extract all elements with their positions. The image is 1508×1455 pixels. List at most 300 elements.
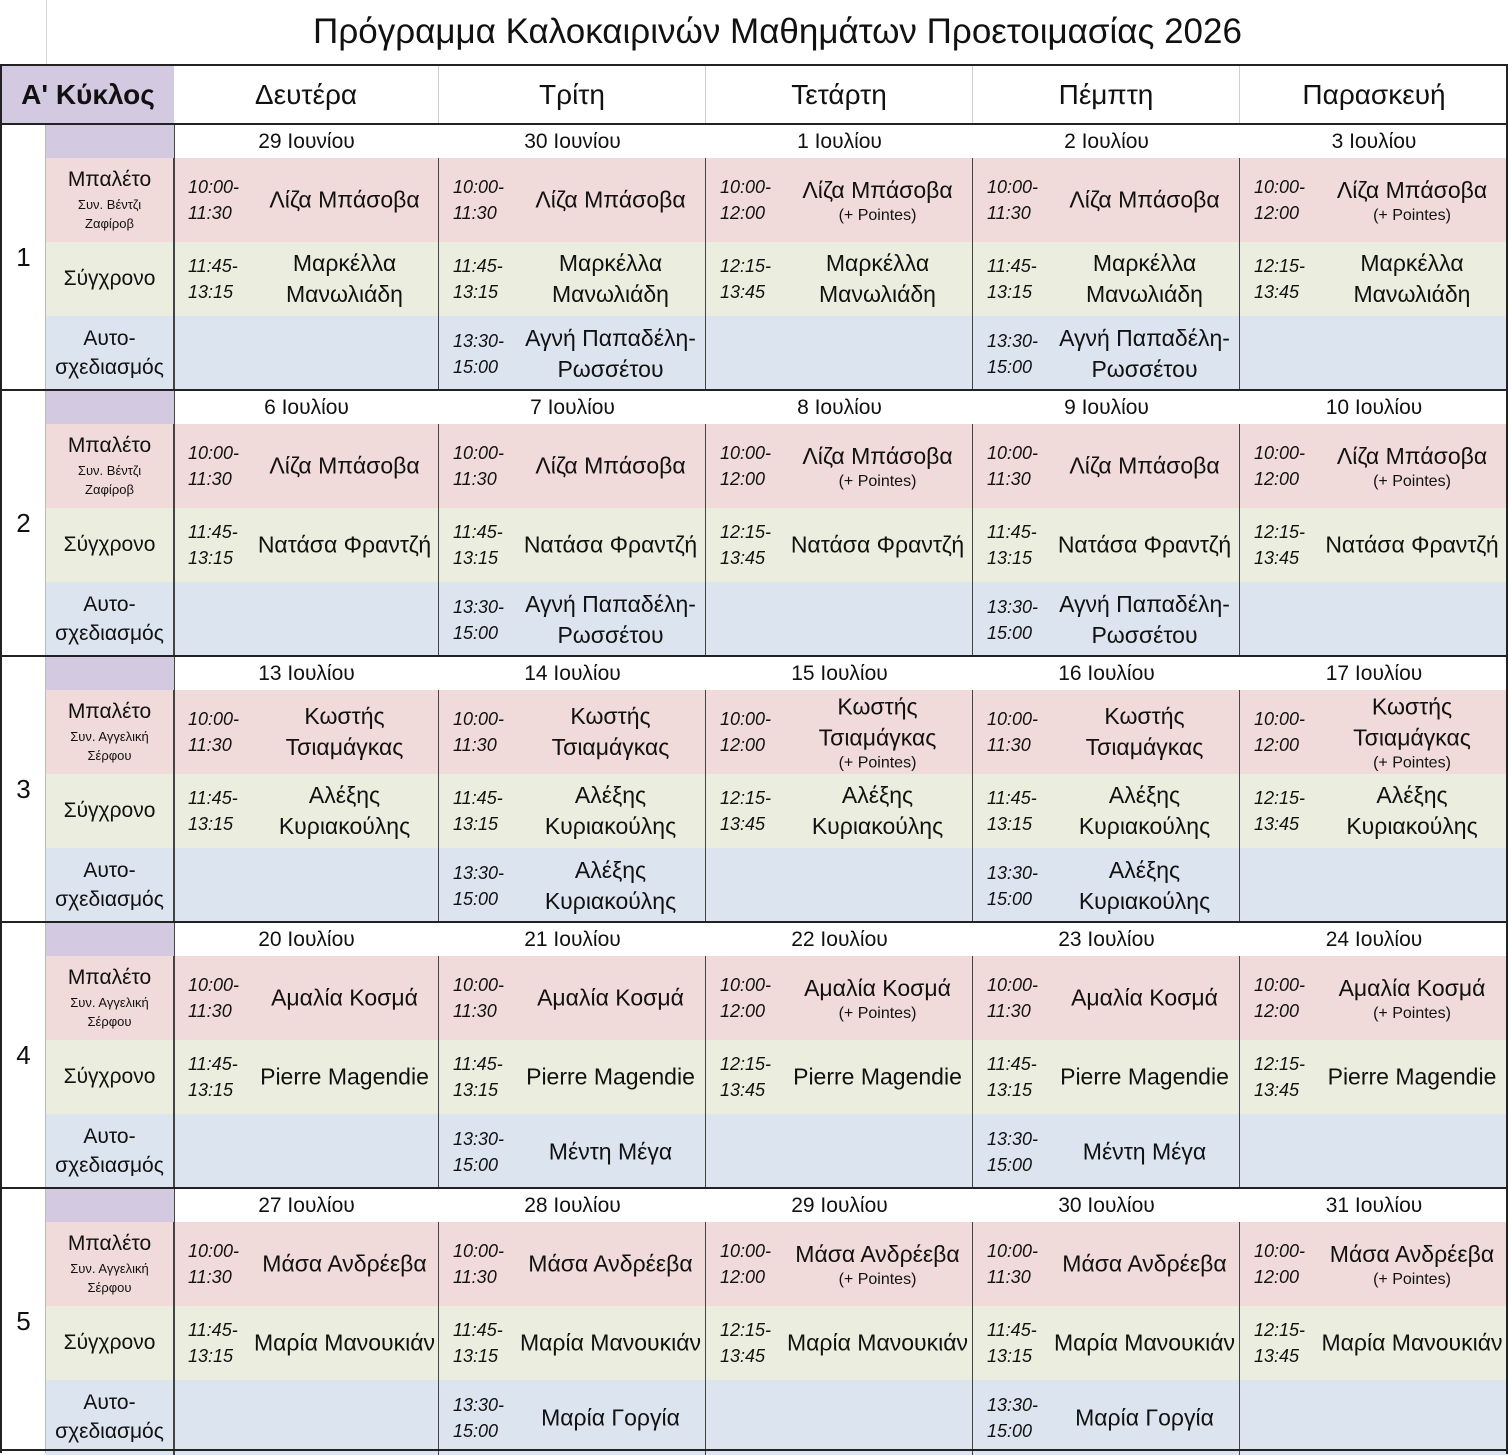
teacher-name: Μαρκέλλα Μανωλιάδη [819,249,936,307]
class-cell [174,242,439,316]
class-teacher [517,780,704,842]
teacher-name: Κωστής Τσιαμάγκας [285,702,404,760]
class-time: 11:45- 13:15 [188,787,238,834]
class-cell [439,1222,706,1306]
teacher-name: Λίζα Μπάσοβα [269,452,420,479]
class-teacher [784,175,971,225]
improv-label [46,848,174,923]
class-time: 12:15- 13:45 [720,255,772,302]
class-teacher [784,1061,971,1092]
improv-title-1: Αυτο- [83,1391,136,1415]
modern-title: Σύγχρονο [63,1064,156,1088]
teacher-name: Μαρκέλλα Μανωλιάδη [1086,249,1203,307]
column-divider [438,690,439,923]
date-label: 17 Ιουλίου [1325,661,1423,685]
week-block-3 [0,655,1508,921]
class-cell [706,508,973,582]
cycle-header: Α' Κύκλος [0,66,174,123]
modern-row [46,508,1508,582]
class-cell [1240,508,1508,582]
class-teacher [1051,1061,1238,1092]
class-teacher [1318,780,1506,842]
class-cell [706,158,973,242]
teacher-name: Λίζα Μπάσοβα [1336,442,1488,469]
class-cell [439,508,706,582]
teacher-name: Λίζα Μπάσοβα [802,176,953,203]
date-label: 20 Ιουλίου [258,927,355,951]
class-time: 10:00- 12:00 [1254,176,1306,223]
class-cell [1240,1222,1508,1306]
class-cell [973,508,1240,582]
class-time: 11:45- 13:15 [188,521,238,568]
class-cell [973,774,1240,848]
class-time: 12:15- 13:45 [720,1053,772,1100]
column-divider [174,657,175,923]
teacher-name: Pierre Magendie [526,1063,695,1090]
class-cell [1240,1040,1508,1114]
ballet-title: Μπαλέτο [67,168,152,192]
date-label: 6 Ιουλίου [264,395,349,419]
day-header-thursday: Πέμπτη [973,66,1240,123]
ballet-label [46,158,174,242]
class-cell [706,848,973,923]
class-cell [973,158,1240,242]
teacher-name: Μάσα Ανδρέεβα [262,1250,427,1277]
class-time: 13:30- 15:00 [453,330,505,377]
class-teacher [1051,588,1238,650]
teacher-name: Αλέξης Κυριακούλης [1078,781,1211,839]
class-teacher [252,982,437,1013]
date-label: 23 Ιουλίου [1058,927,1155,951]
ballet-label [46,424,174,508]
class-time: 11:45- 13:15 [987,521,1037,568]
class-cell [973,690,1240,774]
column-divider [705,956,706,1189]
teacher-name: Μάσα Ανδρέεβα [1062,1250,1227,1277]
date-label: 31 Ιουλίου [1325,1193,1423,1217]
class-cell [973,582,1240,657]
class-time: 10:00- 11:30 [188,708,240,755]
class-time: 10:00- 12:00 [1254,708,1306,755]
teacher-name: Νατάσα Φραντζή [790,531,965,558]
class-cell [439,582,706,657]
week-block-1 [0,123,1508,389]
class-teacher [1318,529,1506,560]
week-number: 5 [0,1189,46,1453]
class-time: 11:45- 13:15 [188,1319,238,1366]
teacher-name: Κωστής Τσιαμάγκας [818,693,937,751]
improv-row [46,848,1508,923]
class-time: 10:00- 11:30 [987,708,1039,755]
day-header-tuesday: Τρίτη [439,66,706,123]
teacher-name: Μαρκέλλα Μανωλιάδη [552,249,669,307]
class-time: 10:00- 11:30 [188,442,240,489]
pointes-note: (+ Pointes) [1373,472,1451,490]
class-cell [1240,1114,1508,1189]
class-time: 10:00- 12:00 [720,708,772,755]
class-time: 11:45- 13:15 [188,1053,238,1100]
ballet-row [46,424,1508,508]
column-divider [1239,690,1240,923]
week-block-2 [0,389,1508,655]
improv-row [46,316,1508,391]
pianist-line-2: Σέρφου [87,748,132,764]
class-cell [174,424,439,508]
ballet-title: Μπαλέτο [67,1232,152,1256]
teacher-name: Μαρκέλλα Μανωλιάδη [1353,249,1471,307]
date-label: 8 Ιουλίου [797,395,882,419]
class-time: 11:45- 13:15 [987,1053,1037,1100]
teacher-name: Λίζα Μπάσοβα [1336,176,1488,203]
modern-title: Σύγχρονο [63,798,156,822]
date-label: 29 Ιουλίου [791,1193,888,1217]
modern-label [46,508,174,582]
teacher-name: Μέντη Μέγα [548,1137,673,1164]
class-cell [174,158,439,242]
ballet-row [46,956,1508,1040]
modern-row [46,1306,1508,1380]
teacher-name: Αμαλία Κοσμά [1071,984,1218,1011]
column-divider [1239,956,1240,1189]
page-title: Πρόγραμμα Καλοκαιρινών Μαθημάτων Προετοιμασίας 2026 [46,0,1508,64]
class-time: 10:00- 11:30 [188,176,240,223]
class-teacher [1051,1327,1238,1358]
class-time: 13:30- 15:00 [453,862,505,909]
class-teacher [1318,248,1506,310]
class-cell [973,1040,1240,1114]
class-teacher [1051,780,1238,842]
class-time: 11:45- 13:15 [188,255,238,302]
class-cell [1240,848,1508,923]
pianist-line-1: Συν. Αγγελική [70,728,149,744]
class-teacher [1051,1136,1238,1167]
date-label: 16 Ιουλίου [1058,661,1155,685]
class-teacher [517,982,704,1013]
class-teacher [252,248,437,310]
class-cell [174,1222,439,1306]
improv-label [46,582,174,657]
improv-row [46,1114,1508,1189]
date-label: 30 Ιουλίου [1058,1193,1155,1217]
teacher-name: Αλέξης Κυριακούλης [278,781,411,839]
class-cell [1240,690,1508,774]
teacher-name: Μαρκέλλα Μανωλιάδη [286,249,403,307]
class-cell [439,956,706,1040]
date-label: 9 Ιουλίου [1064,395,1149,419]
teacher-name: Λίζα Μπάσοβα [1069,186,1220,213]
class-cell [174,1306,439,1380]
week-block-5 [0,1187,1508,1453]
class-cell [973,1306,1240,1380]
modern-row [46,242,1508,316]
teacher-name: Αλέξης Κυριακούλης [811,781,944,839]
improv-title-2: σχεδιασμός [55,1153,164,1177]
date-label: 15 Ιουλίου [791,661,888,685]
class-teacher [252,1327,437,1358]
teacher-name: Μαρία Μανουκιάν [1053,1329,1236,1356]
class-teacher [517,1061,704,1092]
class-cell [706,690,973,774]
pianist-line-1: Συν. Αγγελική [70,1260,149,1276]
class-teacher [1318,973,1506,1023]
class-cell [1240,242,1508,316]
modern-label [46,774,174,848]
teacher-name: Αλέξης Κυριακούλης [1078,856,1211,914]
class-teacher [1051,1402,1238,1433]
day-header-monday: Δευτέρα [174,66,439,123]
teacher-name: Λίζα Μπάσοβα [535,186,686,213]
teacher-name: Μαρία Μανουκιάν [786,1329,969,1356]
class-time: 13:30- 15:00 [453,1394,505,1441]
class-time: 12:15- 13:45 [1254,1319,1306,1366]
class-teacher [252,450,437,481]
class-time: 12:15- 13:45 [1254,1053,1306,1100]
class-cell [973,424,1240,508]
class-cell [973,1380,1240,1455]
class-teacher [784,1239,971,1289]
column-divider [972,690,973,923]
week-number: 2 [0,391,46,655]
date-label: 10 Ιουλίου [1325,395,1423,419]
teacher-name: Αμαλία Κοσμά [804,974,951,1001]
class-time: 10:00- 11:30 [987,1240,1039,1287]
improv-title-2: σχεδιασμός [55,355,164,379]
teacher-name: Κωστής Τσιαμάγκας [1085,702,1204,760]
class-time: 11:45- 13:15 [453,1319,503,1366]
class-cell [706,582,973,657]
ballet-label [46,956,174,1040]
class-cell [439,424,706,508]
class-cell [1240,774,1508,848]
class-cell [706,774,973,848]
column-divider [174,923,175,1189]
week-number: 1 [0,125,46,389]
class-teacher [1318,1327,1506,1358]
teacher-name: Αμαλία Κοσμά [271,984,418,1011]
class-cell [706,1114,973,1189]
class-teacher [1318,1061,1506,1092]
teacher-name: Μάσα Ανδρέεβα [795,1240,960,1267]
class-time: 13:30- 15:00 [987,1128,1039,1175]
date-label: 1 Ιουλίου [797,129,882,153]
date-label: 7 Ιουλίου [530,395,615,419]
teacher-name: Μάσα Ανδρέεβα [528,1250,693,1277]
class-cell [706,1222,973,1306]
class-teacher [517,450,704,481]
class-time: 10:00- 12:00 [1254,1240,1306,1287]
date-label: 28 Ιουλίου [524,1193,621,1217]
teacher-name: Μαρία Γοργία [541,1403,680,1430]
column-divider [705,1222,706,1455]
class-time: 10:00- 11:30 [987,442,1039,489]
class-cell [174,956,439,1040]
class-teacher [784,1327,971,1358]
day-header-friday: Παρασκευή [1240,66,1508,123]
teacher-name: Pierre Magendie [1327,1063,1497,1090]
teacher-name: Μαρία Μανουκιάν [253,1329,436,1356]
class-teacher [1051,1248,1238,1279]
teacher-name: Pierre Magendie [793,1063,962,1090]
class-teacher [1051,854,1238,916]
class-teacher [1318,441,1506,491]
class-time: 11:45- 13:15 [453,1053,503,1100]
class-time: 10:00- 12:00 [1254,442,1306,489]
class-teacher [517,854,704,916]
column-divider [174,1189,175,1455]
class-teacher [517,588,704,650]
class-cell [706,316,973,391]
class-cell [973,1222,1240,1306]
class-time: 10:00- 11:30 [453,176,505,223]
column-divider [705,424,706,657]
column-divider [438,1222,439,1455]
class-time: 11:45- 13:15 [453,255,503,302]
week-block-4 [0,921,1508,1187]
ballet-row [46,690,1508,774]
schedule-grid [0,64,1508,1454]
date-label: 13 Ιουλίου [258,661,355,685]
class-cell [439,158,706,242]
improv-title-1: Αυτο- [83,1125,136,1149]
class-cell [439,1380,706,1455]
class-teacher [784,691,971,772]
improv-title-2: σχεδιασμός [55,887,164,911]
class-teacher [1051,184,1238,215]
improv-title-2: σχεδιασμός [55,621,164,645]
teacher-name: Μέντη Μέγα [1082,1137,1207,1164]
improv-title-1: Αυτο- [83,593,136,617]
class-cell [706,1306,973,1380]
class-teacher [1318,175,1506,225]
class-time: 11:45- 13:15 [453,521,503,568]
class-teacher [517,1402,704,1433]
column-divider [1239,424,1240,657]
class-cell [174,690,439,774]
modern-label [46,1040,174,1114]
teacher-name: Μαρία Μανουκιάν [1321,1329,1503,1356]
column-divider [705,690,706,923]
class-teacher [1051,701,1238,763]
column-divider [174,125,175,391]
class-time: 12:15- 13:45 [1254,255,1306,302]
class-cell [706,424,973,508]
date-label: 2 Ιουλίου [1064,129,1149,153]
class-time: 10:00- 11:30 [188,974,240,1021]
class-cell [706,956,973,1040]
class-cell [1240,316,1508,391]
class-time: 10:00- 11:30 [453,442,505,489]
class-time: 12:15- 13:45 [720,787,772,834]
class-cell [1240,158,1508,242]
column-divider [972,1222,973,1455]
ballet-label [46,1222,174,1306]
teacher-name: Νατάσα Φραντζή [257,531,432,558]
pointes-note: (+ Pointes) [1373,1270,1451,1288]
class-time: 13:30- 15:00 [453,1128,505,1175]
class-cell [1240,1306,1508,1380]
column-divider [972,424,973,657]
column-divider [705,158,706,391]
modern-label [46,1306,174,1380]
class-teacher [784,441,971,491]
improv-label [46,316,174,391]
class-teacher [517,1136,704,1167]
pointes-note: (+ Pointes) [838,206,917,224]
class-cell [973,956,1240,1040]
class-time: 10:00- 12:00 [720,1240,772,1287]
teacher-name: Pierre Magendie [1060,1063,1229,1090]
class-cell [706,1040,973,1114]
class-teacher [252,529,437,560]
pianist-line-2: Ζαφίροβ [85,216,134,232]
date-label: 14 Ιουλίου [524,661,621,685]
modern-row [46,1040,1508,1114]
date-label: 21 Ιουλίου [524,927,621,951]
class-cell [973,242,1240,316]
class-cell [973,316,1240,391]
teacher-name: Αλέξης Κυριακούλης [544,781,677,839]
class-cell [439,242,706,316]
class-time: 10:00- 11:30 [453,974,505,1021]
class-time: 12:15- 13:45 [1254,521,1306,568]
teacher-name: Νατάσα Φραντζή [1325,531,1499,558]
ballet-title: Μπαλέτο [67,700,152,724]
class-cell [174,848,439,923]
class-time: 11:45- 13:15 [453,787,503,834]
ballet-row [46,1222,1508,1306]
class-cell [174,1114,439,1189]
class-teacher [517,701,704,763]
class-time: 10:00- 11:30 [987,974,1039,1021]
class-cell [1240,424,1508,508]
class-cell [174,316,439,391]
class-time: 12:15- 13:45 [720,521,772,568]
pianist-line-2: Ζαφίροβ [85,482,134,498]
class-cell [439,316,706,391]
improv-label [46,1380,174,1455]
column-divider [1239,158,1240,391]
class-cell [439,1306,706,1380]
class-teacher [517,248,704,310]
class-teacher [784,780,971,842]
class-cell [439,774,706,848]
teacher-name: Αγνή Παπαδέλη-Ρωσσέτου [1059,590,1230,648]
class-time: 10:00- 12:00 [720,176,772,223]
class-teacher [1051,248,1238,310]
date-label: 22 Ιουλίου [791,927,888,951]
pianist-line-2: Σέρφου [87,1014,132,1030]
week-number: 4 [0,923,46,1187]
pointes-note: (+ Pointes) [838,1004,917,1022]
class-time: 10:00- 11:30 [987,176,1039,223]
teacher-name: Νατάσα Φραντζή [523,531,698,558]
improv-title-1: Αυτο- [83,859,136,883]
teacher-name: Αμαλία Κοσμά [537,984,684,1011]
teacher-name: Αμαλία Κοσμά [1338,974,1486,1001]
date-label: 3 Ιουλίου [1331,129,1417,153]
teacher-name: Λίζα Μπάσοβα [535,452,686,479]
class-cell [174,582,439,657]
improv-row [46,1380,1508,1455]
pianist-line-1: Συν. Αγγελική [70,994,149,1010]
teacher-name: Κωστής Τσιαμάγκας [551,702,670,760]
pointes-note: (+ Pointes) [1373,1004,1451,1022]
teacher-name: Pierre Magendie [260,1063,429,1090]
class-teacher [1051,982,1238,1013]
class-teacher [517,1327,704,1358]
teacher-name: Αγνή Παπαδέλη-Ρωσσέτου [525,324,696,382]
class-cell [439,1040,706,1114]
